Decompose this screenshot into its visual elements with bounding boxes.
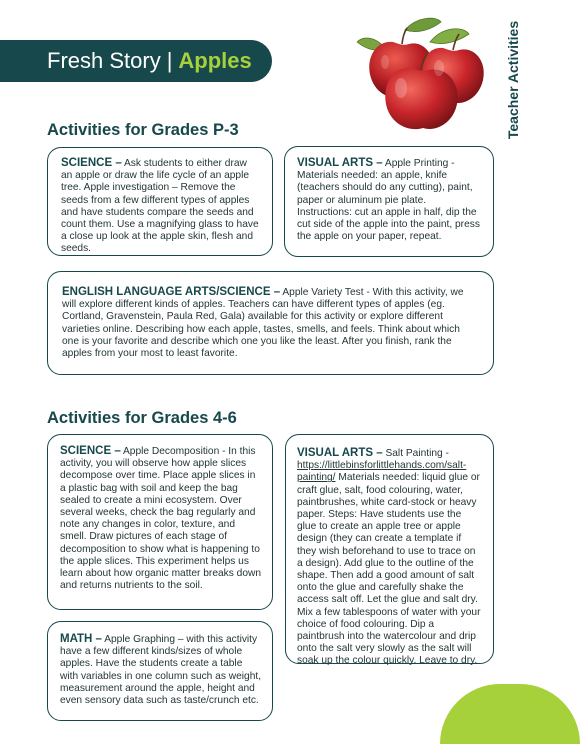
page-banner <box>0 40 272 82</box>
card-heading: VISUAL ARTS – <box>297 447 383 459</box>
card-p3-science <box>47 147 273 256</box>
banner-separator: | <box>166 48 173 73</box>
card-heading: VISUAL ARTS – <box>297 157 383 169</box>
side-tab-label: Teacher Activities <box>505 20 521 140</box>
card-p3-visual-arts <box>284 146 494 257</box>
card-heading: SCIENCE – <box>60 445 121 457</box>
card-heading: ENGLISH LANGUAGE ARTS/SCIENCE – <box>62 286 281 298</box>
card-body: Apple Graphing – with this activity have a few different kinds/sizes of whole apples. Have the students create a table with variables in one column such as weight, measurement around the apple, height and even sensory data such as taste/crunch etc. <box>60 634 262 707</box>
section-title-grades-4-6: Activities for Grades 4-6 <box>47 409 237 427</box>
section-title-grades-p3: Activities for Grades P-3 <box>47 121 239 139</box>
card-p3-ela-science <box>47 271 494 375</box>
card-body: Materials needed: liquid glue or craft glue, salt, food colouring, water, paintbrushes, white card-stock or heavy paper. Steps: Have students use the glue to create an apple tree or apple design (they can create a template if they wish beforehand to use to trace on a design). Add glue to the outline of the shape. Then add a good amount of salt onto the glue and carefully shake the access salt off. Let the glue and salt dry. Mix a few tablespoons of water with your choice of food colouring. Dip a paintbrush into the watercolour and drip onto the salt very slowly as the salt will soak up the colour quickly. Leave to dry. <box>297 472 481 667</box>
card-heading: SCIENCE – <box>61 157 122 169</box>
card-body: Apple Decomposition - In this activity, you will observe how apple slices decompose over time. Place apple slices in a plastic bag with soil and keep the bag sealed to create a mini ecosystem. Over several weeks, check the bag regularly and note any changes in color, texture, and smell. Draw pictures of each stage of decomposition to show what is happening to the apple slices. This experiment helps us learn about how organic matter breaks down and returns nutrients to the soil. <box>60 446 262 592</box>
card-heading: MATH – <box>60 633 102 645</box>
card-g46-science <box>47 434 273 610</box>
card-body: Ask students to either draw an apple or draw the life cycle of an apple tree. Apple investigation – Remove the seeds from a few different types of apples and have students compare the seeds and count them. Use a magnifying glass to have a close up look at the apple skin, flesh and seeds. <box>61 158 259 255</box>
banner-subject: Apples <box>178 48 252 73</box>
card-lead: Salt Painting - <box>382 448 449 459</box>
banner-title: Fresh Story <box>47 48 161 73</box>
card-body: Apple Variety Test - With this activity, we will explore different kinds of apples. Teachers can have different types of apples (eg. Cortland, Gravenstein, Paula Red, Gala) available for this activity or explore different varieties online. Describing how each apple, tastes, smells, and feels. Think about which one is your favorite and describe which one you like the least. After you finish, rank the apples from your most to least favorite. <box>62 287 464 360</box>
side-tab-teacher-activities <box>498 20 528 140</box>
salt-painting-link[interactable]: https://littlebinsforlittlehands.com/salt-painting/ <box>297 460 467 484</box>
card-g46-math <box>47 621 273 721</box>
apple-illustration-icon <box>345 12 495 137</box>
card-g46-visual-arts <box>285 434 494 667</box>
decorative-blob <box>440 684 580 744</box>
card-body: Apple Printing - Materials needed: an apple, knife (teachers should do any cutting), paint, paper or aluminum pie plate. Instructions: cut an apple in half, dip the cut side of the apple into the paint, press the apple on your paper, repeat. <box>297 158 480 243</box>
